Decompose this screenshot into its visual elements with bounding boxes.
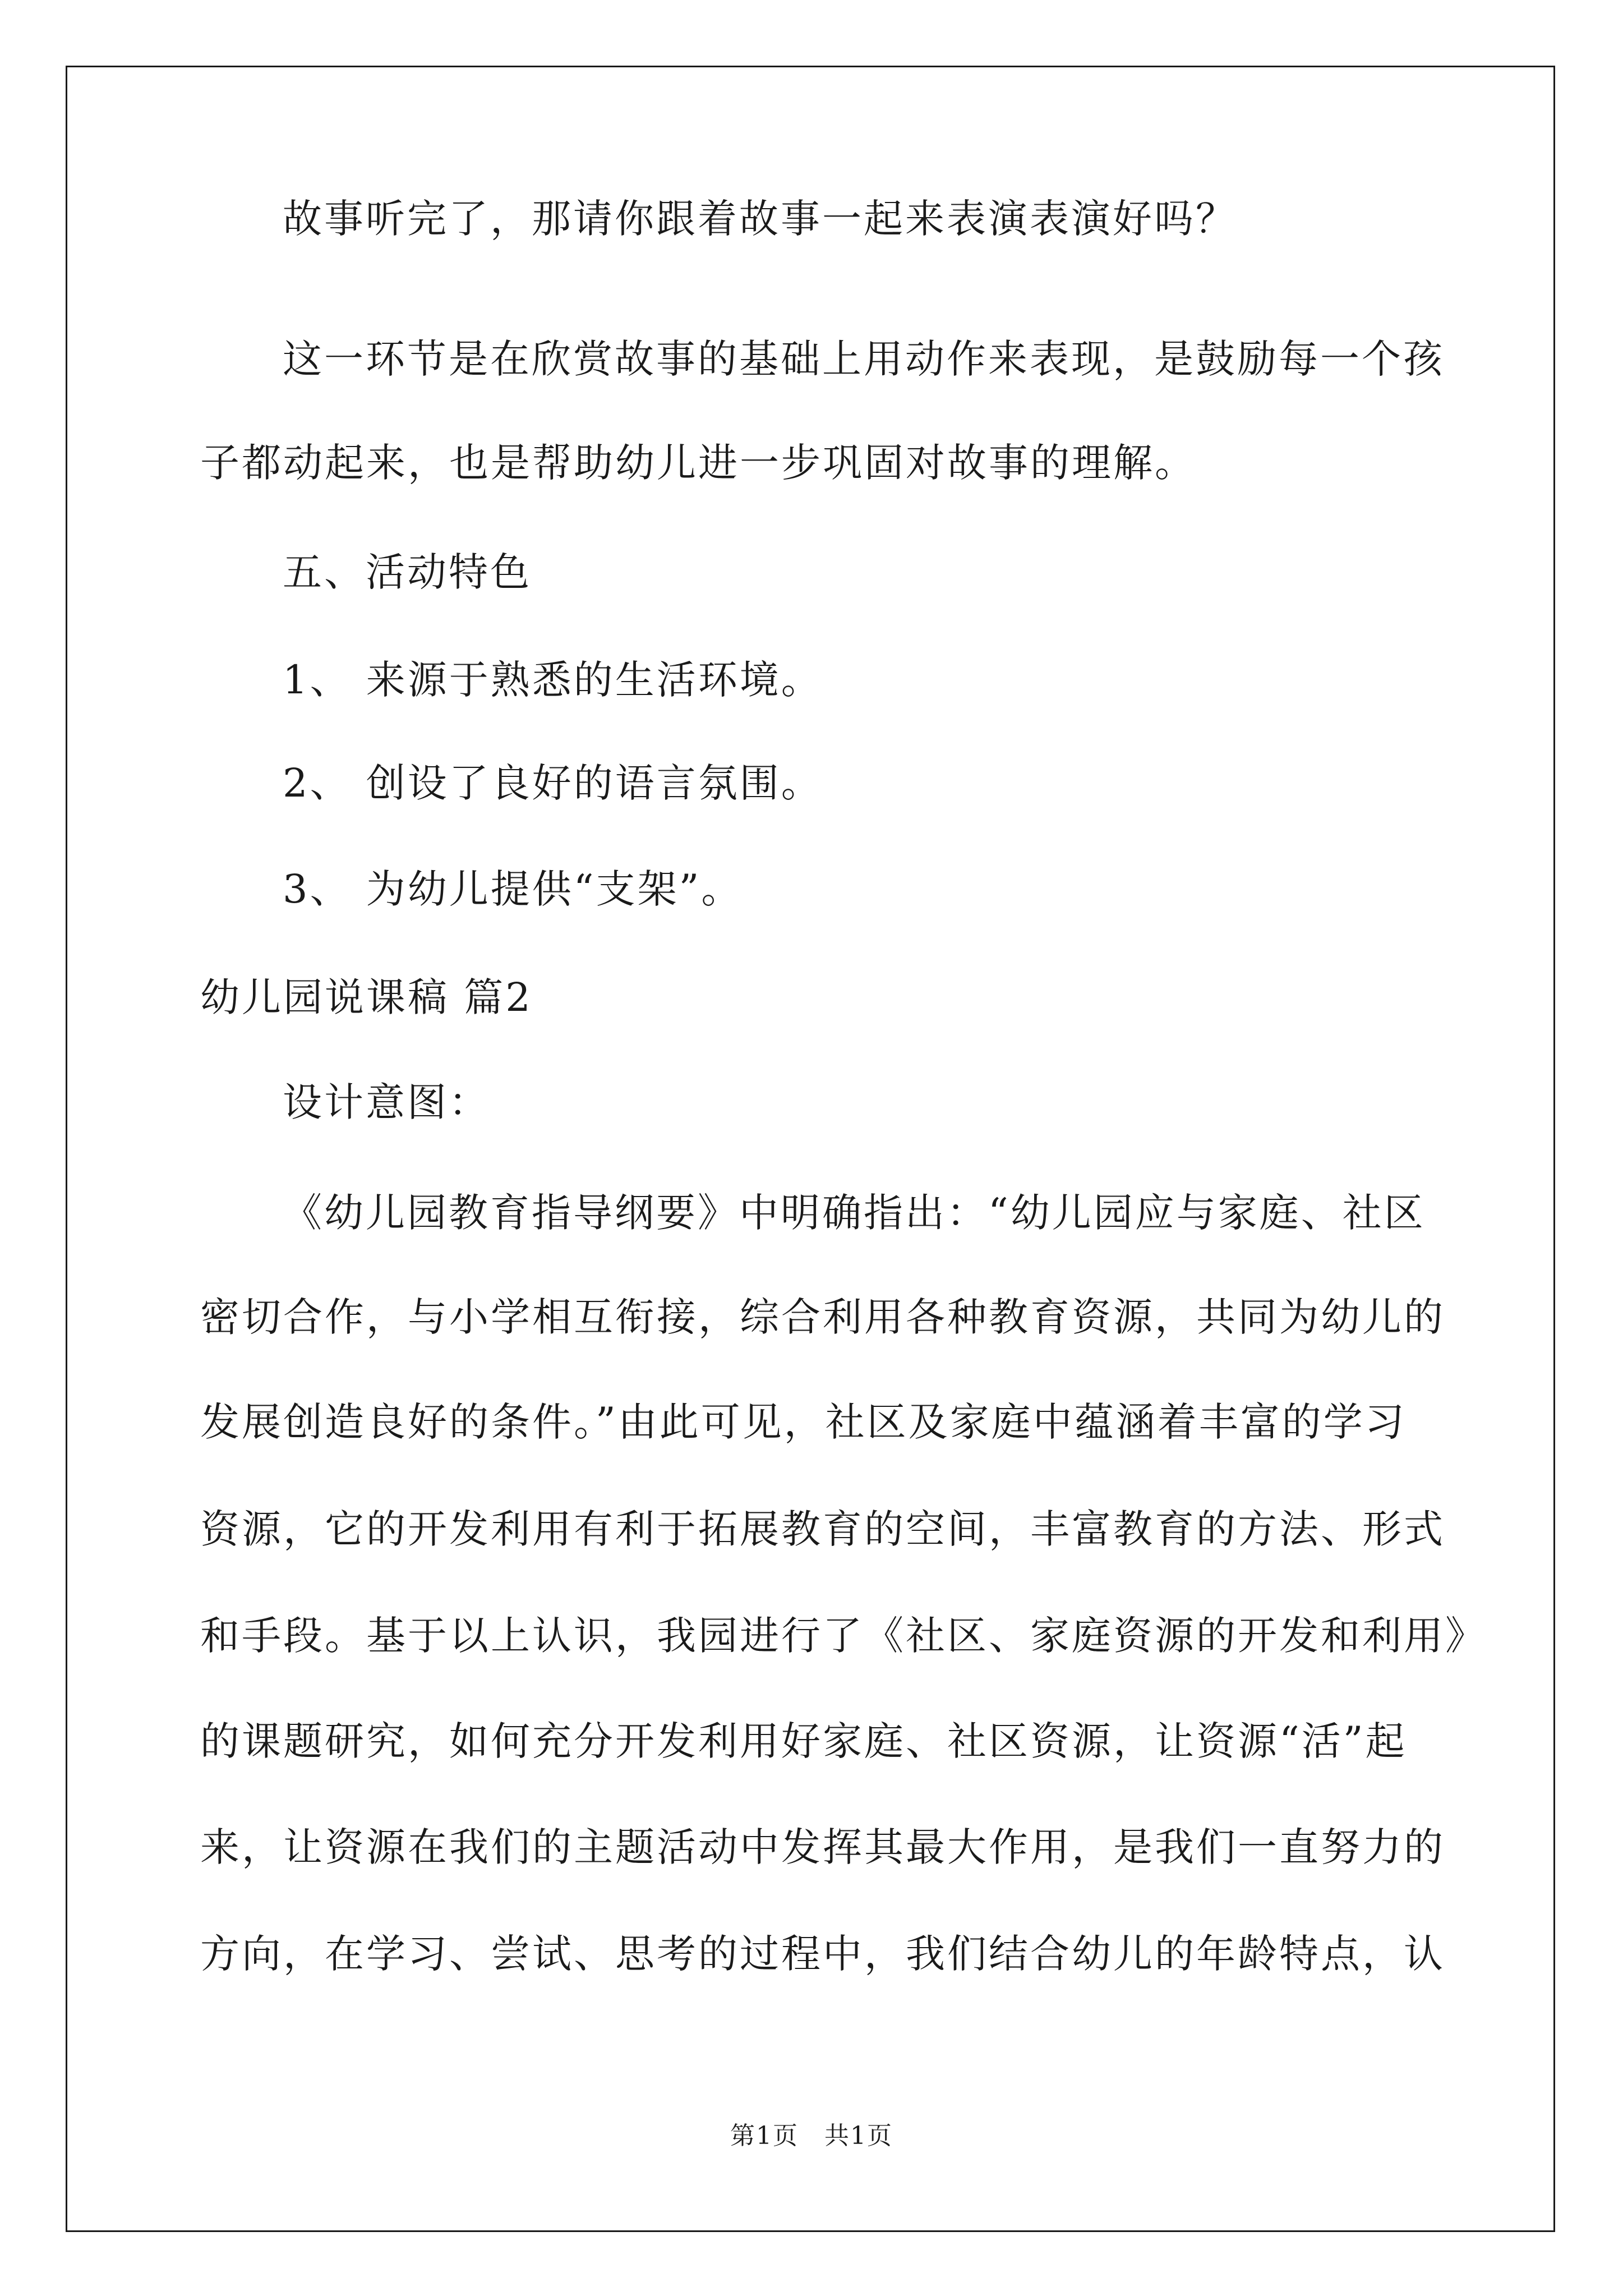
- paragraph-line: 资源，它的开发利用有利于拓展教育的空间，丰富教育的方法、形式: [200, 1506, 1445, 1552]
- paragraph-line: 发展创造良好的条件。”由此可见，社区及家庭中蕴涵着丰富的学习: [200, 1399, 1407, 1445]
- paragraph-line: 的课题研究，如何充分开发利用好家庭、社区资源，让资源“活”起: [200, 1718, 1407, 1764]
- paragraph-line: 子都动起来，也是帮助幼儿进一步巩固对故事的理解。: [200, 440, 1196, 486]
- section-heading: 五、活动特色: [283, 549, 532, 595]
- section-heading: 设计意图：: [283, 1079, 490, 1125]
- paragraph-line: 这一环节是在欣赏故事的基础上用动作来表现，是鼓励每一个孩: [283, 336, 1445, 382]
- paragraph-line: 和手段。基于以上认识，我园进行了《社区、家庭资源的开发和利用》: [200, 1613, 1487, 1659]
- page-number: 第1页 共1页: [730, 2122, 893, 2150]
- article-title: 幼儿园说课稿 篇2: [200, 974, 533, 1020]
- paragraph-line: 来，让资源在我们的主题活动中发挥其最大作用，是我们一直努力的: [200, 1824, 1445, 1870]
- paragraph-line: 《幼儿园教育指导纲要》中明确指出：“幼儿园应与家庭、社区: [283, 1190, 1426, 1236]
- paragraph-line: 故事听完了，那请你跟着故事一起来表演表演好吗？: [283, 196, 1237, 242]
- list-item: 2、 创设了良好的语言氛围。: [283, 760, 823, 806]
- list-item: 1、 来源于熟悉的生活环境。: [283, 657, 823, 703]
- paragraph-line: 方向，在学习、尝试、思考的过程中，我们结合幼儿的年龄特点，认: [200, 1931, 1445, 1977]
- list-item: 3、 为幼儿提供“支架”。: [283, 866, 743, 912]
- paragraph-line: 密切合作，与小学相互衔接，综合利用各种教育资源，共同为幼儿的: [200, 1294, 1445, 1340]
- page-border: [66, 66, 1555, 2232]
